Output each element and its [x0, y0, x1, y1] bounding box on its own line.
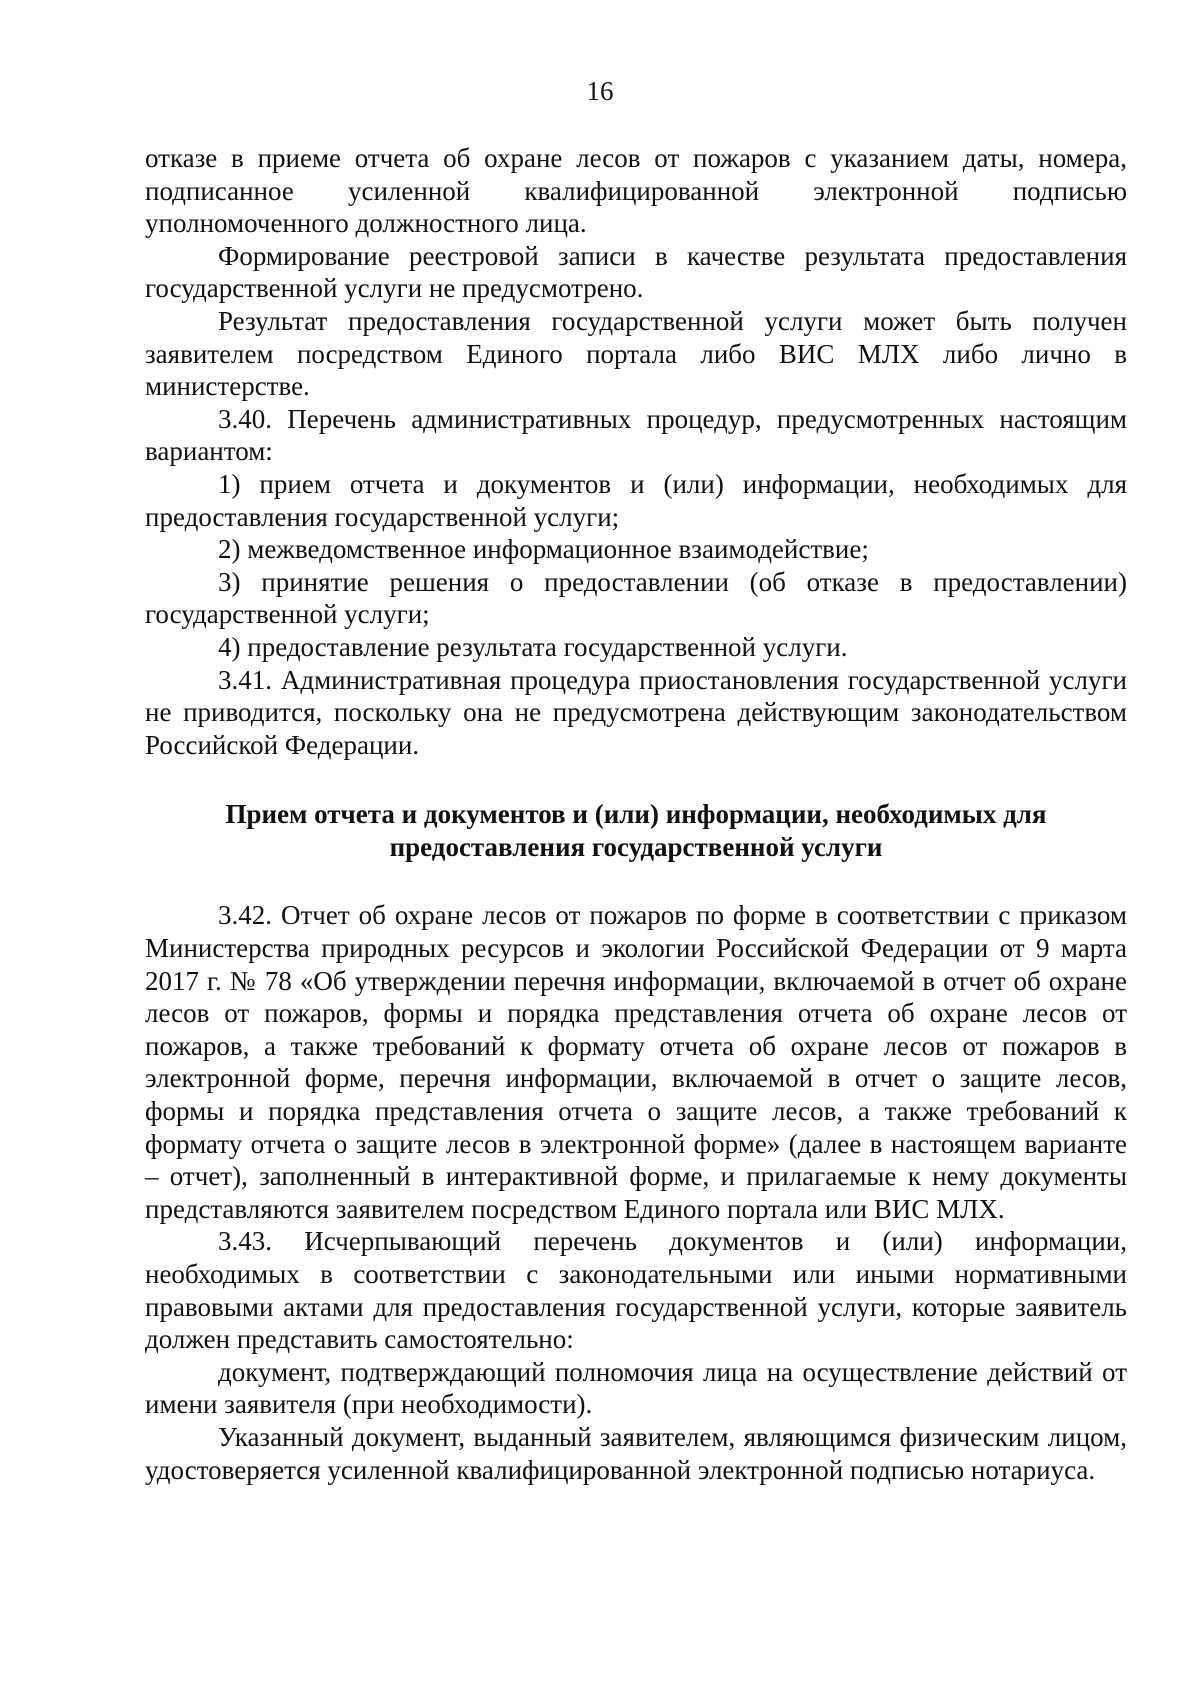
paragraph: 3.41. Административная процедура приостановления государственной услуги не приводится, поскольку она не предусмотрена действующим законодательством Российской Федерации. [145, 664, 1127, 760]
document-body [145, 142, 1127, 1486]
list-item: 2) межведомственное информационное взаимодействие; [218, 534, 869, 565]
list-item: 3) принятие решения о предоставлении (об отказе в предоставлении) государственной услуги; [145, 566, 1127, 630]
paragraph: Результат предоставления государственной услуги может быть получен заявителем посредством Единого портала либо ВИС МЛХ либо лично в министерстве. [145, 305, 1127, 402]
paragraph: Формирование реестровой записи в качестве результата предоставления государственной услуги не предусмотрено. [145, 240, 1127, 304]
paragraph: 3.40. Перечень административных процедур, предусмотренных настоящим вариантом: [145, 403, 1127, 467]
list-item: 4) предоставление результата государственной услуги. [218, 631, 848, 662]
page-number: 16 [586, 76, 614, 106]
list-item: 1) прием отчета и документов и (или) информации, необходимых для предоставления государственной услуги; [145, 468, 1127, 532]
paragraph: 3.43. Исчерпывающий перечень документов и (или) информации, необходимых в соответствии с законодательными или иными нормативными правовыми актами для предоставления государственной услуги, которые заявитель должен представить самостоятельно: [145, 1226, 1127, 1355]
paragraph: Указанный документ, выданный заявителем, являющимся физическим лицом, удостоверяется усиленной квалифицированной электронной подписью нотариуса. [145, 1421, 1127, 1485]
paragraph: документ, подтверждающий полномочия лица на осуществление действий от имени заявителя (при необходимости). [145, 1356, 1127, 1420]
paragraph: отказе в приеме отчета об охране лесов от пожаров с указанием даты, номера, подписанное усиленной квалифицированной электронной подписью уполномоченного должностного лица. [145, 143, 1127, 239]
paragraph: 3.42. Отчет об охране лесов от пожаров по форме в соответствии с приказом Министерства природных ресурсов и экологии Российской Федерации от 9 марта 2017 г. № 78 «Об утверждении перечня информации, включаемой в отчет об охране лесов от пожаров, формы и порядка представления отчета об охране лесов от пожаров, а также требований к формату отчета об охране лесов от пожаров в электронной форме, перечня информации, включаемой в отчет о защите лесов, формы и порядка представления отчета о защите лесов, а также требований к формату отчета о защите лесов в электронной форме» (далее в настоящем варианте – отчет), заполненный в интерактивной форме, и прилагаемые к нему документы представляются заявителем посредством Единого портала или ВИС МЛХ. [145, 900, 1127, 1224]
section-heading: Прием отчета и документов и (или) информации, необходимых для предоставления государственной услуги [225, 799, 1047, 862]
